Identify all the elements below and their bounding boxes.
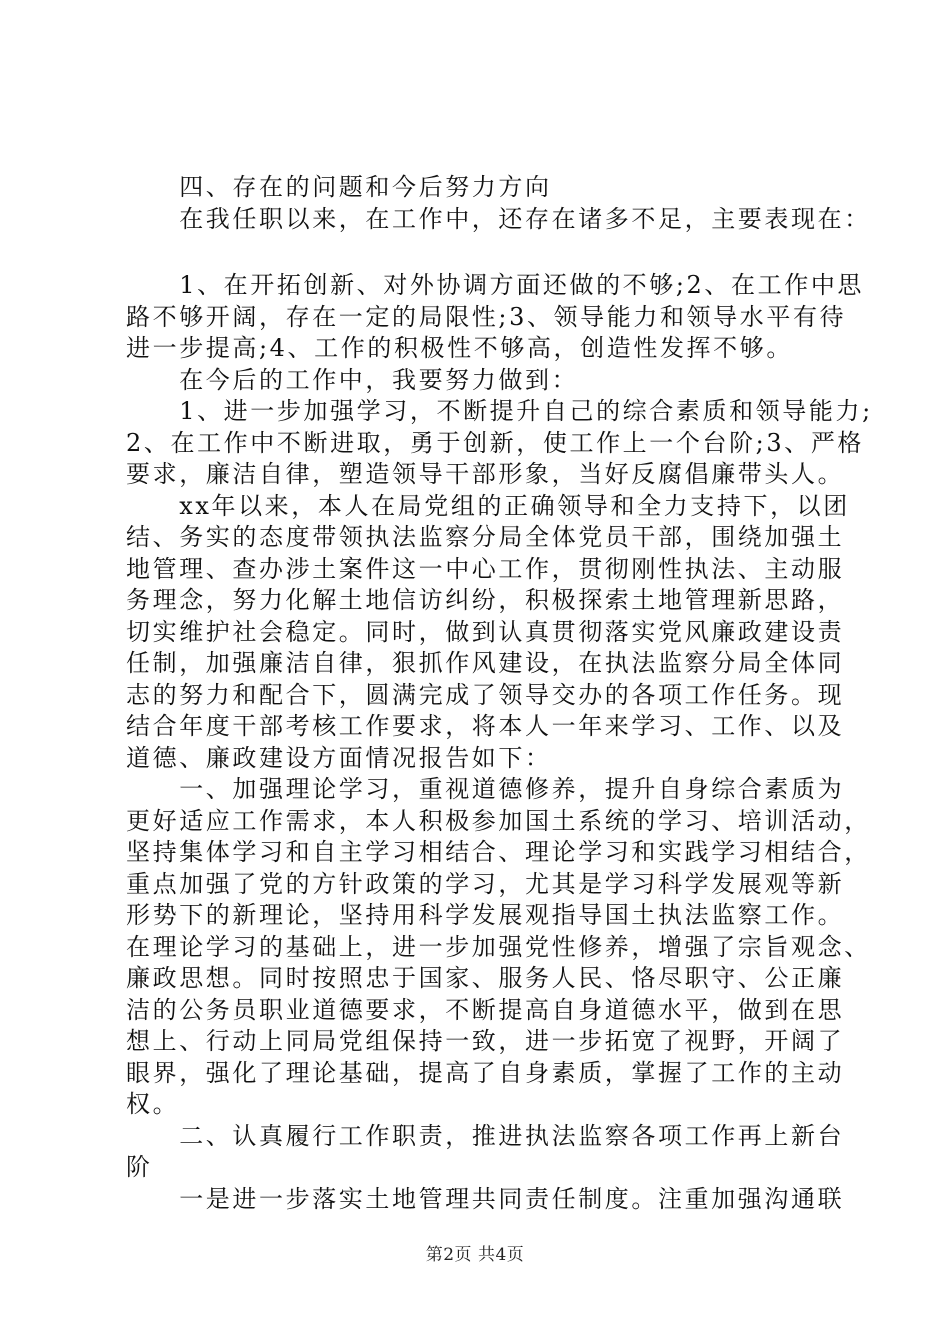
- paragraph-line: 务理念，努力化解土地信访纠纷，积极探索土地管理新思路，: [126, 586, 845, 614]
- paragraph-line: 在我任职以来，在工作中，还存在诸多不足，主要表现在：: [126, 204, 871, 233]
- section-heading: 四、存在的问题和今后努力方向: [126, 173, 552, 201]
- paragraph-line: 更好适应工作需求，本人积极参加国土系统的学习、培训活动，: [126, 806, 871, 835]
- paragraph-line: 想上、行动上同局党组保持一致，进一步拓宽了视野，开阔了: [126, 1027, 845, 1055]
- paragraph-line: 路不够开阔，存在一定的局限性;3、领导能力和领导水平有待: [126, 302, 847, 331]
- document-body: [126, 172, 873, 1215]
- paragraph-line: 要求，廉洁自律，塑造领导干部形象，当好反腐倡廉带头人。: [126, 460, 845, 488]
- section-heading: 二、认真履行工作职责，推进执法监察各项工作再上新台: [126, 1121, 845, 1150]
- paragraph-line: 权。: [126, 1090, 180, 1118]
- paragraph-line: 切实维护社会稳定。同时，做到认真贯彻落实党风廉政建设责: [126, 617, 845, 646]
- paragraph-line: 在今后的工作中，我要努力做到：: [126, 365, 579, 394]
- paragraph-line: 道德、廉政建设方面情况报告如下：: [126, 743, 552, 772]
- paragraph-line: 形势下的新理论，坚持用科学发展观指导国土执法监察工作。: [126, 901, 845, 929]
- page-number-footer: 第2页 共4页: [425, 1245, 525, 1265]
- paragraph-line: 1、进一步加强学习，不断提升自己的综合素质和领导能力;: [126, 397, 873, 425]
- paragraph-line: 一、加强理论学习，重视道德修养，提升自身综合素质为: [126, 775, 845, 803]
- paragraph-line: 眼界，强化了理论基础，提高了自身素质，掌握了工作的主动: [126, 1058, 845, 1087]
- paragraph-line: 进一步提高;4、工作的积极性不够高，创造性发挥不够。: [126, 334, 793, 362]
- paragraph-line: 廉政思想。同时按照忠于国家、服务人民、恪尽职守、公正廉: [126, 964, 845, 992]
- paragraph-line: xx年以来，本人在局党组的正确领导和全力支持下，以团: [126, 491, 850, 520]
- paragraph-line: 洁的公务员职业道德要求，不断提高自身道德水平，做到在思: [126, 995, 845, 1024]
- paragraph-line: 结合年度干部考核工作要求，将本人一年来学习、工作、以及: [126, 712, 845, 740]
- paragraph-line: 在理论学习的基础上，进一步加强党性修养，增强了宗旨观念、: [126, 932, 871, 961]
- paragraph-line: 任制，加强廉洁自律，狠抓作风建设，在执法监察分局全体同: [126, 649, 845, 677]
- paragraph-line: 志的努力和配合下，圆满完成了领导交办的各项工作任务。现: [126, 680, 845, 709]
- paragraph-line: 重点加强了党的方针政策的学习，尤其是学习科学发展观等新: [126, 869, 845, 898]
- paragraph-line: 2、在工作中不断进取，勇于创新，使工作上一个台阶;3、严格: [126, 428, 865, 457]
- paragraph-gap: [126, 235, 826, 270]
- paragraph-line: 坚持集体学习和自主学习相结合、理论学习和实践学习相结合，: [126, 838, 871, 866]
- paragraph-line: 1、在开拓创新、对外协调方面还做的不够;2、在工作中思: [126, 271, 865, 299]
- paragraph-line: 阶: [126, 1153, 153, 1181]
- paragraph-line: 一是进一步落实土地管理共同责任制度。注重加强沟通联: [126, 1184, 845, 1213]
- paragraph-line: 结、务实的态度带领执法监察分局全体党员干部，围绕加强土: [126, 523, 845, 551]
- paragraph-line: 地管理、查办涉土案件这一中心工作，贯彻刚性执法、主动服: [126, 554, 845, 583]
